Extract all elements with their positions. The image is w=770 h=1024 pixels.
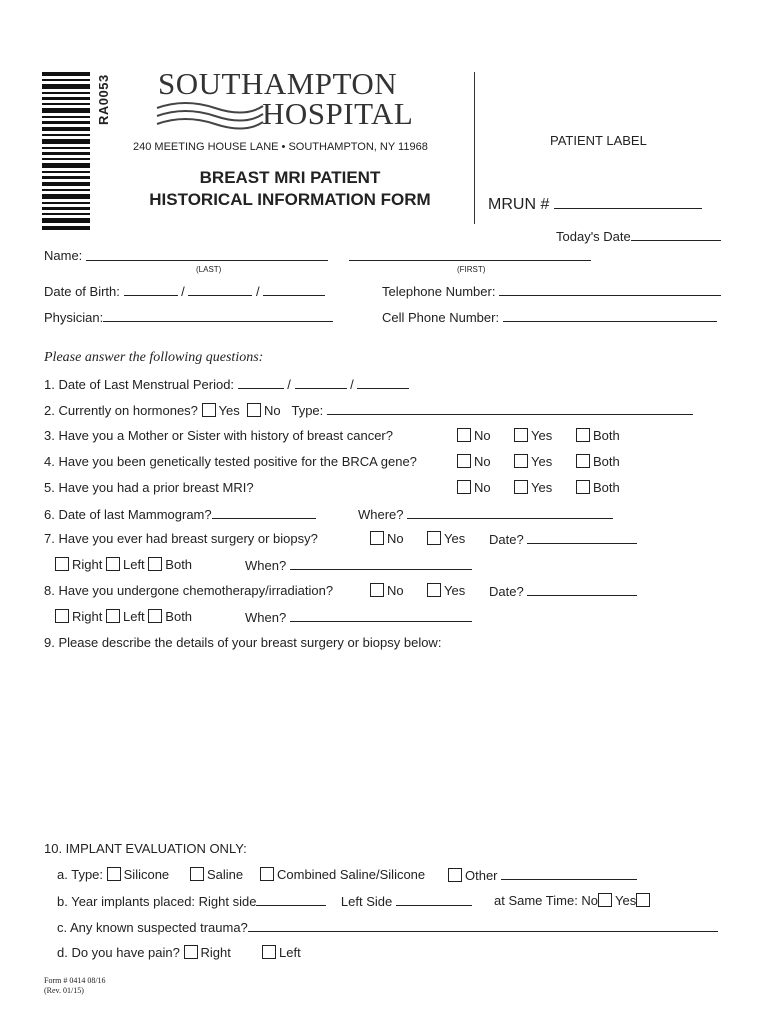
q7-date-row: [489, 531, 637, 547]
dob-label: Date of Birth:: [44, 284, 120, 299]
q9-description-area[interactable]: [44, 656, 724, 826]
right-side-year-field[interactable]: [256, 893, 326, 906]
physician-label: Physician:: [44, 310, 104, 325]
patient-label: PATIENT LABEL: [550, 133, 647, 148]
q7-date-label: Date?: [489, 532, 524, 547]
pain-left-checkbox[interactable]: [262, 945, 276, 959]
name-label: Name:: [44, 248, 83, 263]
q3-no-label: No: [474, 428, 491, 443]
q8-yes-checkbox[interactable]: [427, 583, 441, 597]
pain-right-checkbox[interactable]: [184, 945, 198, 959]
q7-when-label: When?: [245, 558, 287, 573]
footer: [44, 976, 106, 996]
q4-text: 4. Have you been genetically tested positive for the BRCA gene?: [44, 454, 417, 469]
dob-day[interactable]: [188, 283, 252, 296]
q7-both-label: Both: [165, 557, 193, 572]
q10a-label: a. Type:: [57, 867, 104, 882]
q5-text: 5. Have you had a prior breast MRI?: [44, 480, 254, 495]
q5-both-label: Both: [593, 480, 620, 495]
q7-right-label: Right: [72, 557, 103, 572]
title-line2: HISTORICAL INFORMATION FORM: [149, 190, 431, 209]
q7-right-checkbox[interactable]: [55, 557, 69, 571]
barcode-code: RA0053: [96, 74, 111, 125]
q4-no-label: No: [474, 454, 491, 469]
physician-field[interactable]: [103, 309, 333, 322]
trauma-field[interactable]: [248, 919, 718, 932]
mrun-label: MRUN #: [488, 196, 550, 213]
q10d-label: d. Do you have pain?: [57, 945, 180, 960]
first-caption: (FIRST): [457, 265, 486, 274]
dob-year[interactable]: [263, 283, 325, 296]
q6-where-row: [358, 506, 613, 522]
q6-where-field[interactable]: [407, 506, 613, 519]
q10c-row: [57, 919, 718, 935]
q6-where-label: Where?: [358, 507, 404, 522]
q7-left-checkbox[interactable]: [106, 557, 120, 571]
left-side-label: Left Side: [340, 894, 393, 909]
q1-text: 1. Date of Last Menstrual Period:: [44, 377, 235, 392]
q3-both-checkbox[interactable]: [576, 428, 590, 442]
q8-when-label: When?: [245, 610, 287, 625]
q7-left-label: Left: [122, 557, 145, 572]
q2-row: [44, 402, 693, 418]
q1-month[interactable]: [238, 376, 284, 389]
q1-row: 1. Date of Last Menstrual Period: / /: [44, 376, 409, 392]
same-time-label: at Same Time: No: [494, 893, 599, 908]
q7-no-checkbox[interactable]: [370, 531, 384, 545]
silicone-label: Silicone: [123, 867, 170, 882]
q10c-label: c. Any known suspected trauma?: [57, 920, 248, 935]
form-title: [110, 167, 470, 211]
todays-date-field[interactable]: [631, 228, 721, 241]
same-time-yes-checkbox[interactable]: [636, 893, 650, 907]
q10b-label: b. Year implants placed: Right side: [57, 894, 257, 909]
q7-side-row: [55, 557, 192, 572]
q2-yes-label: Yes: [218, 403, 240, 418]
revision: (Rev. 01/15): [44, 986, 84, 995]
q2-no-checkbox[interactable]: [247, 403, 261, 417]
q5-yes-label: Yes: [531, 480, 553, 495]
q10b-row: [57, 893, 472, 909]
q4-both-label: Both: [593, 454, 620, 469]
q5-no-checkbox[interactable]: [457, 480, 471, 494]
other-field[interactable]: [501, 867, 637, 880]
q8-no-checkbox[interactable]: [370, 583, 384, 597]
same-time-row: [494, 893, 653, 908]
q8-no-label: No: [387, 583, 404, 598]
physician-row: [44, 309, 333, 325]
q2-type-field[interactable]: [327, 402, 693, 415]
q2-text: 2. Currently on hormones?: [44, 403, 198, 418]
q4-yes-checkbox[interactable]: [514, 454, 528, 468]
q9-text: 9. Please describe the details of your breast surgery or biopsy below:: [44, 635, 442, 650]
q8-both-checkbox[interactable]: [148, 609, 162, 623]
telephone-field[interactable]: [499, 283, 721, 296]
q8-date-row: [489, 583, 637, 599]
q8-date-field[interactable]: [527, 583, 637, 596]
telephone-label: Telephone Number:: [382, 284, 496, 299]
telephone-row: [382, 283, 721, 299]
saline-label: Saline: [207, 867, 244, 882]
logo-line2: HOSPITAL: [262, 96, 414, 131]
q7-yes-checkbox[interactable]: [427, 531, 441, 545]
q7-no-label: No: [387, 531, 404, 546]
q3-both-label: Both: [593, 428, 620, 443]
q8-yes-label: Yes: [444, 583, 466, 598]
q8-left-label: Left: [122, 609, 145, 624]
q8-when-row: [245, 609, 472, 625]
q3-yes-checkbox[interactable]: [514, 428, 528, 442]
q6-row: [44, 506, 316, 522]
silicone-checkbox[interactable]: [107, 867, 121, 881]
same-time-yes-label: Yes: [615, 893, 637, 908]
q8-text: 8. Have you undergone chemotherapy/irradiation?: [44, 583, 334, 598]
cell-field[interactable]: [503, 309, 717, 322]
q7-when-field[interactable]: [290, 557, 472, 570]
logo-line1: SOUTHAMPTON: [158, 66, 398, 101]
combined-checkbox[interactable]: [260, 867, 274, 881]
saline-checkbox[interactable]: [190, 867, 204, 881]
q1-day[interactable]: [295, 376, 347, 389]
q3-yes-label: Yes: [531, 428, 553, 443]
q3-options: [457, 428, 491, 443]
address: 240 MEETING HOUSE LANE • SOUTHAMPTON, NY 11968: [133, 141, 428, 153]
q3-text: 3. Have you a Mother or Sister with history of breast cancer?: [44, 428, 393, 443]
q4-yes-label: Yes: [531, 454, 553, 469]
cell-label: Cell Phone Number:: [382, 310, 500, 325]
combined-label: Combined Saline/Silicone: [277, 867, 426, 882]
last-name-field[interactable]: [86, 248, 328, 261]
q10d-row: [57, 945, 231, 960]
q5-no-label: No: [474, 480, 491, 495]
questions-heading: Please answer the following questions:: [44, 350, 264, 365]
last-caption: (LAST): [196, 265, 222, 274]
q8-side-row: [55, 609, 192, 624]
todays-date-row: [556, 228, 721, 244]
q6-text: 6. Date of last Mammogram?: [44, 507, 212, 522]
q7-when-row: [245, 557, 472, 573]
q7-date-field[interactable]: [527, 531, 637, 544]
pain-left-label: Left: [279, 945, 301, 960]
left-side-year-field[interactable]: [396, 893, 472, 906]
q8-right-label: Right: [72, 609, 103, 624]
q3-no-checkbox[interactable]: [457, 428, 471, 442]
header-divider: [474, 72, 475, 224]
same-time-no-checkbox[interactable]: [598, 893, 612, 907]
barcode: [42, 72, 90, 232]
q2-no-label: No: [264, 403, 281, 418]
other-label: Other: [465, 868, 498, 883]
mrun-field[interactable]: [554, 192, 702, 209]
logo-waves: [155, 100, 265, 135]
q10-heading: 10. IMPLANT EVALUATION ONLY:: [44, 841, 247, 856]
q8-right-checkbox[interactable]: [55, 609, 69, 623]
pain-right-label: Right: [200, 945, 231, 960]
q8-date-label: Date?: [489, 584, 524, 599]
cell-row: [382, 309, 717, 325]
mrun-row: [488, 192, 702, 214]
q5-yes-checkbox[interactable]: [514, 480, 528, 494]
first-name-field[interactable]: [349, 248, 591, 261]
q5-both-checkbox[interactable]: [576, 480, 590, 494]
q1-year[interactable]: [357, 376, 409, 389]
q2-type-label: Type:: [291, 403, 324, 418]
q8-when-field[interactable]: [290, 609, 472, 622]
q10a-row: [57, 867, 169, 882]
dob-row: Date of Birth: / /: [44, 283, 325, 299]
q7-both-checkbox[interactable]: [148, 557, 162, 571]
other-checkbox[interactable]: [448, 868, 462, 882]
q8-both-label: Both: [165, 609, 193, 624]
q7-text: 7. Have you ever had breast surgery or biopsy?: [44, 531, 318, 546]
q7-yes-label: Yes: [444, 531, 466, 546]
title-line1: BREAST MRI PATIENT: [199, 168, 381, 187]
dob-month[interactable]: [124, 283, 178, 296]
todays-date-label: Today's Date: [556, 229, 631, 244]
q6-date-field[interactable]: [212, 506, 316, 519]
q2-yes-checkbox[interactable]: [202, 403, 216, 417]
q8-left-checkbox[interactable]: [106, 609, 120, 623]
q4-no-checkbox[interactable]: [457, 454, 471, 468]
form-number: Form # 0414 08/16: [44, 976, 106, 985]
q4-both-checkbox[interactable]: [576, 454, 590, 468]
